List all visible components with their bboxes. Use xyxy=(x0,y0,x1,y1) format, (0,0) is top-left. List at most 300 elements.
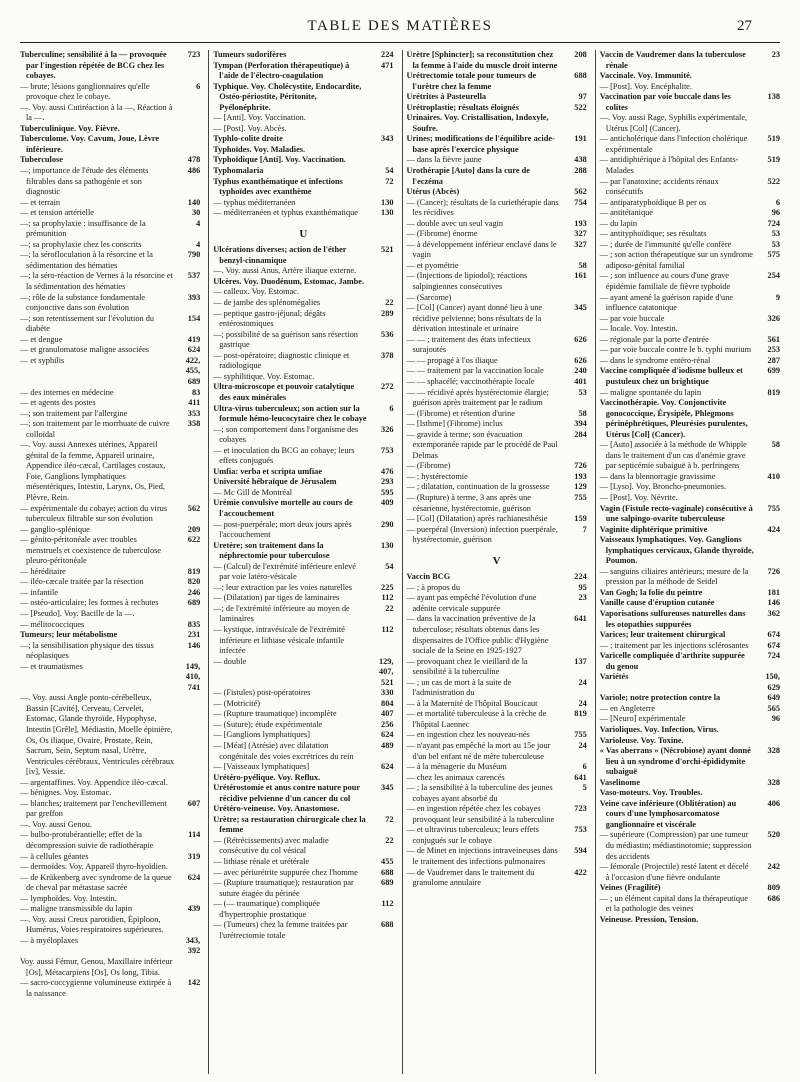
entry-text: Typhoïdes. Voy. Maladies. xyxy=(213,144,306,154)
entry-text: — en Angleterre xyxy=(599,703,656,713)
index-entry xyxy=(213,773,393,784)
index-entry xyxy=(600,113,780,134)
entry-text: — ayant amené la guérison rapide d'une influence catatonique xyxy=(599,292,734,313)
entry-page-ref: 641 xyxy=(574,614,587,624)
entry-page-ref: 129, 407, 521 xyxy=(378,656,394,687)
entry-page-ref: 272 xyxy=(381,382,394,392)
entry-page-ref: 522 xyxy=(767,176,780,186)
index-entry xyxy=(600,82,780,93)
entry-text: — dans la vaccination préventive de la tuberculose; résultats obtenus dans les dispensaires de l'Office public d'Hygiène sociale de la Seine en 1925-1927 xyxy=(406,614,549,656)
index-entry xyxy=(20,788,200,799)
entry-text: — en ingestion chez les nouveau-nés xyxy=(406,730,530,740)
entry-text: — antiparatyphoïdique B per os xyxy=(599,197,707,207)
index-entry xyxy=(600,672,780,693)
index-entry xyxy=(407,804,587,825)
entry-text: — lithiase rénale et urétérale xyxy=(213,857,310,867)
section-letter: V xyxy=(492,554,501,567)
index-entry xyxy=(407,461,587,472)
entry-page-ref: 72 xyxy=(385,176,394,186)
entry-text: — ; son action thérapeutique sur un syndrome adiposo-génital familial xyxy=(599,250,753,270)
entry-text: Vanille cause d'éruption cutanée xyxy=(599,598,715,608)
entry-text: — chez les animaux carencés xyxy=(406,772,505,782)
index-entry xyxy=(407,678,587,699)
index-entry xyxy=(213,245,393,266)
entry-page-ref: 53 xyxy=(771,229,780,239)
entry-page-ref: 95 xyxy=(578,582,587,592)
entry-text: — à la ménagerie du Muséum xyxy=(406,762,507,772)
entry-page-ref: 161 xyxy=(574,271,587,281)
index-entry xyxy=(20,409,200,420)
entry-page-ref: 193 xyxy=(574,471,587,481)
index-entry xyxy=(213,155,393,166)
entry-text: — (Cancer); résultats de la curiethérapie dans les récidives xyxy=(406,197,559,218)
index-entry xyxy=(20,271,200,292)
entry-page-ref: 626 xyxy=(574,355,587,365)
entry-text: — bénignes. Voy. Estomac. xyxy=(20,788,112,798)
section-letter: U xyxy=(299,227,308,240)
entry-page-ref: 521 xyxy=(381,245,394,255)
index-entry xyxy=(600,641,780,652)
index-entry xyxy=(213,330,393,351)
entry-text: Tuberculose xyxy=(20,155,63,165)
entry-text: — typhus méditerranéen xyxy=(213,197,296,207)
entry-text: Ultra-virus tuberculeux; son action sur la formule hémo-leucocytaire chez le cobaye xyxy=(213,403,367,424)
index-entry xyxy=(213,425,393,446)
index-entry xyxy=(407,493,587,514)
entry-text: — de Minet en injections intraveineuses dans le traitement des infections pulmonaires xyxy=(406,846,558,867)
index-column-1 xyxy=(20,50,200,1074)
entry-page-ref: 688 xyxy=(381,867,394,877)
entry-text: — locale. Voy. Intestin. xyxy=(599,324,678,334)
index-entry xyxy=(213,836,393,857)
entry-page-ref: 575 xyxy=(767,250,780,260)
index-entry xyxy=(20,398,200,409)
index-entry xyxy=(600,134,780,155)
index-entry xyxy=(407,525,587,546)
index-entry xyxy=(20,820,200,831)
entry-page-ref: 327 xyxy=(574,239,587,249)
index-entry xyxy=(213,134,393,145)
index-entry xyxy=(213,50,393,61)
index-entry xyxy=(600,324,780,335)
index-entry xyxy=(600,482,780,493)
index-entry xyxy=(600,693,780,704)
entry-text: —; son comportement dans l'organisme des cobayes xyxy=(213,424,359,445)
entry-page-ref: 689 xyxy=(381,878,394,888)
entry-text: —; leur extraction par les voies naturelles xyxy=(213,582,352,592)
entry-page-ref: 328 xyxy=(767,746,780,756)
index-entry xyxy=(20,778,200,789)
entry-text: — antitétanique xyxy=(599,208,653,218)
entry-page-ref: 520 xyxy=(767,830,780,840)
entry-text: — — sphacélé; vaccinothérapie locale xyxy=(406,376,535,386)
index-entry xyxy=(407,614,587,656)
index-entry xyxy=(20,609,200,620)
entry-page-ref: 755 xyxy=(574,730,587,740)
entry-text: —. Voy. aussi Genou. xyxy=(20,819,92,829)
index-entry xyxy=(213,266,393,277)
entry-text: — et syphilis xyxy=(20,355,65,365)
index-entry xyxy=(213,166,393,177)
entry-page-ref: 231 xyxy=(187,630,201,640)
entry-text: Veineuse. Pression, Tension. xyxy=(599,914,699,924)
entry-page-ref: 819 xyxy=(187,566,201,576)
entry-text: — des internes en médecine xyxy=(20,387,114,397)
entry-page-ref: 130 xyxy=(381,208,394,218)
entry-text: Tumeurs; leur métabolisme xyxy=(20,630,118,640)
index-entry xyxy=(213,762,393,773)
entry-text: Veines (Fragilité) xyxy=(599,883,661,893)
entry-text: Vaccinothérapie. Voy. Conjonctivite gonococcique, Érysipèle, Phlegmons périnéphrétiques, Pleurésies purulentes, Utérus [Col] (Cancer). xyxy=(599,398,748,439)
entry-text: — et agents des postes xyxy=(20,398,96,408)
index-entry xyxy=(407,50,587,71)
index-entry xyxy=(600,746,780,778)
entry-text: Vaccin BCG xyxy=(406,572,451,582)
entry-text: — à la Maternité de l'hôpital Boucicaut xyxy=(406,698,538,708)
entry-text: — par voie buccale contre le b. typhi murium xyxy=(599,345,752,355)
entry-page-ref: 424 xyxy=(767,524,780,534)
entry-page-ref: 142 xyxy=(187,978,201,988)
index-entry xyxy=(407,657,587,678)
entry-page-ref: 58 xyxy=(578,260,587,270)
entry-text: — [Post]. Voy. Encéphalite. xyxy=(599,81,693,91)
entry-text: — ; hystérectomie xyxy=(406,471,468,481)
entry-text: — argentaffines. Voy. Appendice iléo-cæcal. xyxy=(20,777,168,787)
entry-page-ref: 54 xyxy=(385,166,394,176)
entry-text: Vaccination par voie buccale dans les colites xyxy=(599,92,731,112)
entry-text: Tympan (Perforation thérapeutique) à l'aide de l'électro-coagulation xyxy=(213,60,350,81)
entry-text: Ultra-microscope et pouvoir catalytique des eaux minérales xyxy=(213,382,355,402)
entry-text: —; sa prophylaxie chez les conscrits xyxy=(20,239,142,249)
index-entry xyxy=(600,388,780,399)
entry-text: — ; traitement par les injections sclérosantes xyxy=(599,640,749,650)
entry-page-ref: 154 xyxy=(187,313,201,323)
index-entry xyxy=(407,240,587,261)
index-entry xyxy=(600,50,780,71)
index-entry xyxy=(213,145,393,156)
entry-text: Varioleuse. Voy. Toxine. xyxy=(599,735,684,745)
index-entry xyxy=(213,277,393,288)
entry-text: — maligne transmissible du lapin xyxy=(20,904,132,914)
entry-text: Vaselinome xyxy=(599,777,641,787)
index-entry xyxy=(213,372,393,383)
entry-text: Varicelle compliquée d'arthrite suppurée du genou xyxy=(599,651,745,671)
entry-page-ref: 686 xyxy=(767,893,780,903)
entry-page-ref: 4 xyxy=(196,218,201,228)
entry-text: — dans la fièvre jaune xyxy=(406,155,482,165)
index-entry xyxy=(407,219,587,230)
entry-text: Urétéro-veineuse. Voy. Anastomose. xyxy=(213,804,340,814)
entry-page-ref: 624 xyxy=(381,762,394,772)
index-entry xyxy=(600,398,780,440)
entry-text: — (Injections de lipiodol); réactions salpingiennes consécutives xyxy=(406,271,528,292)
entry-page-ref: 24 xyxy=(578,677,587,687)
entry-text: Typhus exanthématique et infections typhoïdes avec exanthème xyxy=(213,176,343,197)
index-entry xyxy=(407,166,587,187)
entry-text: — lymphoïdes. Voy. Intestin. xyxy=(20,893,117,903)
index-entry xyxy=(407,356,587,367)
entry-text: Urètre [Sphincter]; sa reconstitution chez la femme à l'aide du muscle droit interne xyxy=(406,50,558,70)
entry-text: — post-opératoire; diagnostic clinique et radiologique xyxy=(213,350,350,371)
index-entry xyxy=(20,577,200,588)
entry-page-ref: 6 xyxy=(582,762,587,772)
entry-text: — dermoïdes. Voy. Appareil thyro-hyoïdien. xyxy=(20,862,168,872)
entry-text: Urètre; sa restauration chirurgicale chez la femme xyxy=(213,814,366,835)
entry-text: Tuberculine; sensibilité à la — provoquée par l'ingestion répétée de BCG chez les cobayes. xyxy=(20,50,167,81)
entry-page-ref: 565 xyxy=(767,703,780,713)
index-entry xyxy=(20,345,200,356)
index-entry xyxy=(213,899,393,920)
index-entry xyxy=(20,240,200,251)
entry-page-ref: 225 xyxy=(381,582,394,592)
entry-page-ref: 411 xyxy=(188,398,201,408)
entry-text: — (Dilatation) par tiges de laminaires xyxy=(213,593,340,603)
entry-text: — antityphoïdique; ses résultats xyxy=(599,229,707,239)
entry-page-ref: 819 xyxy=(767,387,780,397)
entry-page-ref: 622 xyxy=(187,535,201,545)
index-entry xyxy=(600,883,780,894)
entry-text: Varioliques. Voy. Infection, Virus. xyxy=(599,725,719,734)
index-entry xyxy=(213,124,393,135)
index-entry xyxy=(407,335,587,356)
index-entry xyxy=(407,71,587,92)
index-entry xyxy=(20,50,200,82)
index-entry xyxy=(20,82,200,103)
index-entry xyxy=(407,583,587,594)
entry-text: — blanches; traitement par l'enchevillement par greffon xyxy=(20,798,167,819)
entry-page-ref: 819 xyxy=(574,709,587,719)
entry-page-ref: 112 xyxy=(381,899,394,909)
entry-text: — dans la blennorragie gravissime xyxy=(599,471,716,481)
entry-text: Urines; modifications de l'équilibre acide-base après l'exercice physique xyxy=(406,134,555,154)
entry-text: Typhlo-colite droite xyxy=(213,134,283,144)
entry-page-ref: 5 xyxy=(582,783,587,793)
entry-text: —. Voy. aussi Anus, Artère iliaque externe. xyxy=(213,266,357,276)
entry-text: Vaccin de Vaudremer dans la tuberculose rénale xyxy=(599,50,746,70)
entry-page-ref: 193 xyxy=(574,218,587,228)
index-entry xyxy=(407,472,587,483)
index-entry xyxy=(213,857,393,868)
index-entry xyxy=(407,198,587,219)
entry-page-ref: 53 xyxy=(771,239,780,249)
entry-text: Urétrites à Pasteurella xyxy=(406,92,487,102)
index-entry xyxy=(600,71,780,82)
index-columns xyxy=(20,50,780,1074)
index-entry xyxy=(600,862,780,883)
entry-page-ref: 595 xyxy=(381,487,394,497)
index-entry xyxy=(600,535,780,567)
entry-text: — sacro-coccygienne volumineuse extirpée à la naissance xyxy=(20,978,172,998)
entry-text: — avec périurétrite suppurée chez l'homme xyxy=(213,867,358,877)
index-entry xyxy=(407,783,587,804)
index-entry xyxy=(407,293,587,304)
entry-page-ref: 649 xyxy=(767,693,780,703)
entry-text: Typhoïdique [Anti]. Voy. Vaccination. xyxy=(213,155,346,165)
index-entry xyxy=(600,493,780,504)
entry-page-ref: 537 xyxy=(187,271,201,281)
index-entry xyxy=(20,957,200,978)
entry-page-ref: 804 xyxy=(381,698,394,708)
entry-page-ref: 726 xyxy=(574,461,587,471)
entry-page-ref: 137 xyxy=(574,656,587,666)
index-entry xyxy=(20,103,200,124)
entry-page-ref: 688 xyxy=(574,71,587,81)
index-entry xyxy=(213,61,393,82)
index-entry xyxy=(20,293,200,314)
entry-text: —; possibilité de sa guérison sans résection gastrique xyxy=(213,329,358,350)
entry-page-ref: 83 xyxy=(191,387,201,397)
index-entry xyxy=(20,693,200,777)
index-entry xyxy=(600,472,780,483)
entry-page-ref: 191 xyxy=(574,134,587,144)
entry-text: Urémie convulsive mortelle au cours de l'accouchement xyxy=(213,498,353,518)
entry-text: Tuberculome. Voy. Cavum, Joue, Lèvre inférieure. xyxy=(20,134,160,154)
index-entry xyxy=(600,504,780,525)
entry-page-ref: 455 xyxy=(381,857,394,867)
entry-page-ref: 353 xyxy=(187,408,201,418)
index-entry xyxy=(407,377,587,388)
entry-text: — (Motricité) xyxy=(213,698,261,708)
entry-text: — [Pseudo]. Voy. Bacille de la —. xyxy=(20,608,135,618)
entry-text: — (Suture); étude expérimentale xyxy=(213,719,323,729)
index-entry xyxy=(407,868,587,889)
entry-page-ref: 209 xyxy=(187,524,201,534)
index-entry xyxy=(600,229,780,240)
entry-page-ref: 476 xyxy=(381,466,394,476)
index-entry xyxy=(407,572,587,583)
entry-text: — ; son influence au cours d'une grave épidémie familiale de fièvre typhoïde xyxy=(599,271,731,292)
entry-text: Vaso-moteurs. Voy. Troubles. xyxy=(599,788,703,798)
index-entry xyxy=(20,250,200,271)
index-entry xyxy=(213,804,393,815)
entry-text: — (Fibrome) énorme xyxy=(406,229,478,239)
index-entry xyxy=(20,662,200,694)
entry-page-ref: 23 xyxy=(771,50,780,59)
index-entry xyxy=(213,920,393,941)
entry-text: — (Rupture) à terme, 3 ans après une césarienne, hystérectomie, guérison xyxy=(406,492,531,513)
entry-text: — héréditaire xyxy=(20,566,66,576)
index-entry xyxy=(600,335,780,346)
entry-text: Umfia: verba et scripta umfiae xyxy=(213,466,323,476)
entry-text: — [Post]. Voy. Névrite. xyxy=(599,492,678,502)
entry-page-ref: 809 xyxy=(767,883,780,893)
entry-page-ref: 345 xyxy=(381,783,394,793)
index-entry xyxy=(407,430,587,462)
index-entry xyxy=(600,198,780,209)
index-entry xyxy=(213,113,393,124)
entry-page-ref: 146 xyxy=(187,640,201,650)
entry-page-ref: 23 xyxy=(578,593,587,603)
index-entry xyxy=(20,419,200,440)
index-entry xyxy=(20,873,200,894)
index-entry xyxy=(213,625,393,657)
entry-page-ref: 641 xyxy=(574,772,587,782)
index-entry xyxy=(407,303,587,335)
entry-page-ref: 6 xyxy=(389,403,394,413)
entry-text: — iléo-cæcale traitée par la résection xyxy=(20,577,144,587)
entry-text: — ; la sensibilité à la tuberculine des jeunes cobayes ayant absorbé du xyxy=(406,783,553,803)
index-column-3 xyxy=(402,50,587,1074)
entry-page-ref: 6 xyxy=(196,81,201,91)
index-entry xyxy=(600,609,780,630)
entry-text: —; rôle de la substance fondamentale conjonctive dans son évolution xyxy=(20,292,146,313)
index-entry xyxy=(213,298,393,309)
entry-page-ref: 96 xyxy=(771,208,780,218)
entry-page-ref: 326 xyxy=(381,424,394,434)
entry-text: —. Voy. aussi Cutiréaction à la —, Réaction à la —. xyxy=(20,102,173,123)
entry-page-ref: 97 xyxy=(578,92,587,102)
entry-page-ref: 22 xyxy=(385,298,394,308)
index-entry xyxy=(213,709,393,720)
index-entry xyxy=(20,124,200,135)
entry-page-ref: 536 xyxy=(381,329,394,339)
index-entry xyxy=(20,134,200,155)
index-entry xyxy=(20,155,200,166)
entry-page-ref: 753 xyxy=(381,445,394,455)
entry-text: « Vas aberrans » (Nécrobiose) ayant donné lieu à un syndrome d'orchi-épididymite subaiguë xyxy=(599,746,751,777)
index-entry xyxy=(213,868,393,879)
index-entry xyxy=(213,351,393,372)
entry-page-ref: 345 xyxy=(574,303,587,313)
entry-page-ref: 724 xyxy=(767,218,780,228)
entry-page-ref: 755 xyxy=(767,503,780,513)
entry-page-ref: 254 xyxy=(767,271,780,281)
entry-text: — puerpéral (Inversion) infection puerpérale, hystérectomie, guérison xyxy=(406,524,558,545)
entry-page-ref: 327 xyxy=(574,229,587,239)
index-entry xyxy=(407,134,587,155)
entry-page-ref: 22 xyxy=(385,835,394,845)
entry-page-ref: 288 xyxy=(574,166,587,176)
entry-page-ref: 330 xyxy=(381,688,394,698)
index-entry xyxy=(20,588,200,599)
entry-page-ref: 4 xyxy=(196,239,201,249)
entry-page-ref: 284 xyxy=(574,429,587,439)
index-entry xyxy=(600,799,780,831)
index-entry xyxy=(213,699,393,710)
index-entry xyxy=(213,730,393,741)
entry-page-ref: 688 xyxy=(381,920,394,930)
entry-text: — ; à propos du xyxy=(406,582,460,592)
index-entry xyxy=(600,345,780,356)
entry-text: — (Rupture traumatique) incomplète xyxy=(213,709,337,719)
index-entry xyxy=(213,198,393,209)
entry-text: Vaccinale. Voy. Immunité. xyxy=(599,71,692,81)
index-entry xyxy=(213,815,393,836)
entry-text: — et mortalité tuberculeuse à la crèche de l'hôpital Laennec xyxy=(406,709,547,729)
entry-page-ref: 22 xyxy=(385,603,394,613)
entry-text: — [Post]. Voy. Abcès. xyxy=(213,123,287,133)
entry-text: Uretère; son traitement dans la néphrectomie pour tuberculose xyxy=(213,540,330,561)
index-entry xyxy=(600,366,780,387)
entry-text: — et dengue xyxy=(20,334,63,344)
entry-page-ref: 723 xyxy=(187,50,201,59)
index-entry xyxy=(20,630,200,641)
entry-text: —; de l'extrémité inférieure au moyen de laminaires xyxy=(213,603,350,624)
entry-text: — Mc Gill de Montréal xyxy=(213,487,293,497)
entry-text: Varices; leur traitement chirurgical xyxy=(599,630,726,640)
entry-page-ref: 54 xyxy=(385,561,394,571)
entry-page-ref: 419 xyxy=(187,334,201,344)
entry-text: — — ; traitement des états infectieux surajoutés xyxy=(406,334,531,355)
index-entry xyxy=(213,488,393,499)
entry-page-ref: 724 xyxy=(767,651,780,661)
entry-text: Ulcères. Voy. Duodénum, Estomac, Jambe. xyxy=(213,276,365,286)
entry-text: — ; un élément capital dans la thérapeutique et la pathologie des veines xyxy=(599,893,748,914)
entry-text: Urétrectomie totale pour tumeurs de l'urètre chez la femme xyxy=(406,71,537,91)
index-entry xyxy=(407,514,587,525)
index-entry xyxy=(600,588,780,599)
index-entry xyxy=(600,293,780,314)
